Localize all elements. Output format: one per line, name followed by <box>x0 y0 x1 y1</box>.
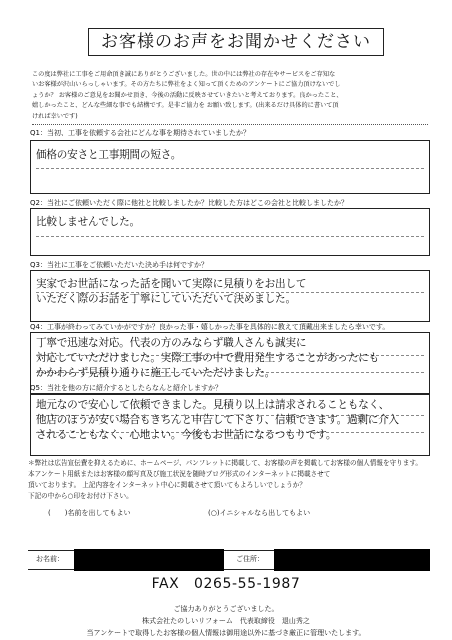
address-label: ご住所： <box>236 555 264 563</box>
answer-line <box>36 236 424 237</box>
question-5-answer: 地元なので安心して依頼できました。見積り以上は請求されることもなく、 他店のほうが安い場合もきちんと申告して下さり、信頼できます。過剰に介入 されることもなく、心地よい。今後もお世話になるつもりです。 <box>36 399 399 442</box>
redacted-name <box>74 549 224 571</box>
intro-text: この度は弊社に工事をご用命頂き誠にありがとうございました。世の中には弊社の存在やサービスをご存知な いお客様が沢山いらっしゃいます。その方たちに弊社をよく知って頂くためのアンケートにご協力頂けないでし ょうか？ お客様のご意見をお聞かせ頂き、今後の活動に反映させていきたいと考えております。良かったこと、 嬉しかったこと、どんな些細な事でも結構です。是非ご協力を お願い致します。(出来るだけ具体的に書いて頂 ければ幸いです) <box>32 71 343 120</box>
redacted-address <box>274 549 430 571</box>
question-5-label: Q5：当社を他の方に紹介するとしたらなんと紹介しますか？ <box>30 384 222 392</box>
consent-notes: ＊弊社は広告宣伝費を抑えるために、ホームページ、パンフレットに掲載して、お客様の声を掲載してお客様の個人情報を守ります。 本アンケート用紙またはお客様の顔写真及び施工状況を随時ブログ形式のインターネットに掲載させて 頂いております。 上記内容をインターネット中心に掲載させて頂いてもよろしいでしょうか？ 下記の中から○印をお付け下さい。 <box>28 459 422 500</box>
option-initials[interactable]: (○)イニシャルなら出してもよい <box>208 509 311 517</box>
answer-line <box>36 168 424 169</box>
thanks-text: ご協力ありがとうございました。 <box>173 605 279 613</box>
question-4-label: Q4：工事が終わってみていかがですか？良かった事・嬉しかった事を具体的に教えて頂戴出来ましたら幸いです。 <box>30 323 390 331</box>
company-name: 株式会社たのしいリフォーム 代表取締役 退山秀之 <box>142 617 310 625</box>
fax-number: FAX 0265-55-1987 <box>151 576 301 592</box>
question-1-label: Q1：当初、工事を依頼する会社にどんな事を期待されていましたか？ <box>30 129 250 137</box>
divider <box>32 124 428 125</box>
consent-options <box>30 508 430 520</box>
question-1-answer: 価格の安さと工事期間の短さ。 <box>36 149 182 161</box>
option-full-name[interactable]: ( )名前を出してもよい <box>48 509 131 517</box>
page-title: お客様のお声をお聞かせください <box>88 28 384 56</box>
name-label: お名前： <box>36 555 64 563</box>
question-3-answer: 実家でお世話になった話を聞いて実際に見積りをお出して いただく際のお話を丁寧にしていただいて決めました。 <box>36 278 307 306</box>
question-3-label: Q3：当社に工事をご依頼いただいた決め手は何ですか？ <box>30 261 208 269</box>
question-2-answer: 比較しませんでした。 <box>36 216 140 228</box>
privacy-note: 当アンケートで取得したお客様の個人情報は御用途以外に基づき厳正に管理いたします。 <box>86 629 366 637</box>
question-2-label: Q2：当社にご依頼いただく際に他社と比較しましたか？比較した方はどこの会社と比較しましたか？ <box>30 199 348 207</box>
signature-row <box>28 550 430 570</box>
question-4-answer: 丁寧で迅速な対応。代表の方のみならず職人さんも誠実に 対応していただけました。実際工事の中で費用発生することがあったにも かかわらず見積り通りに施工していただけました。 <box>36 337 379 380</box>
